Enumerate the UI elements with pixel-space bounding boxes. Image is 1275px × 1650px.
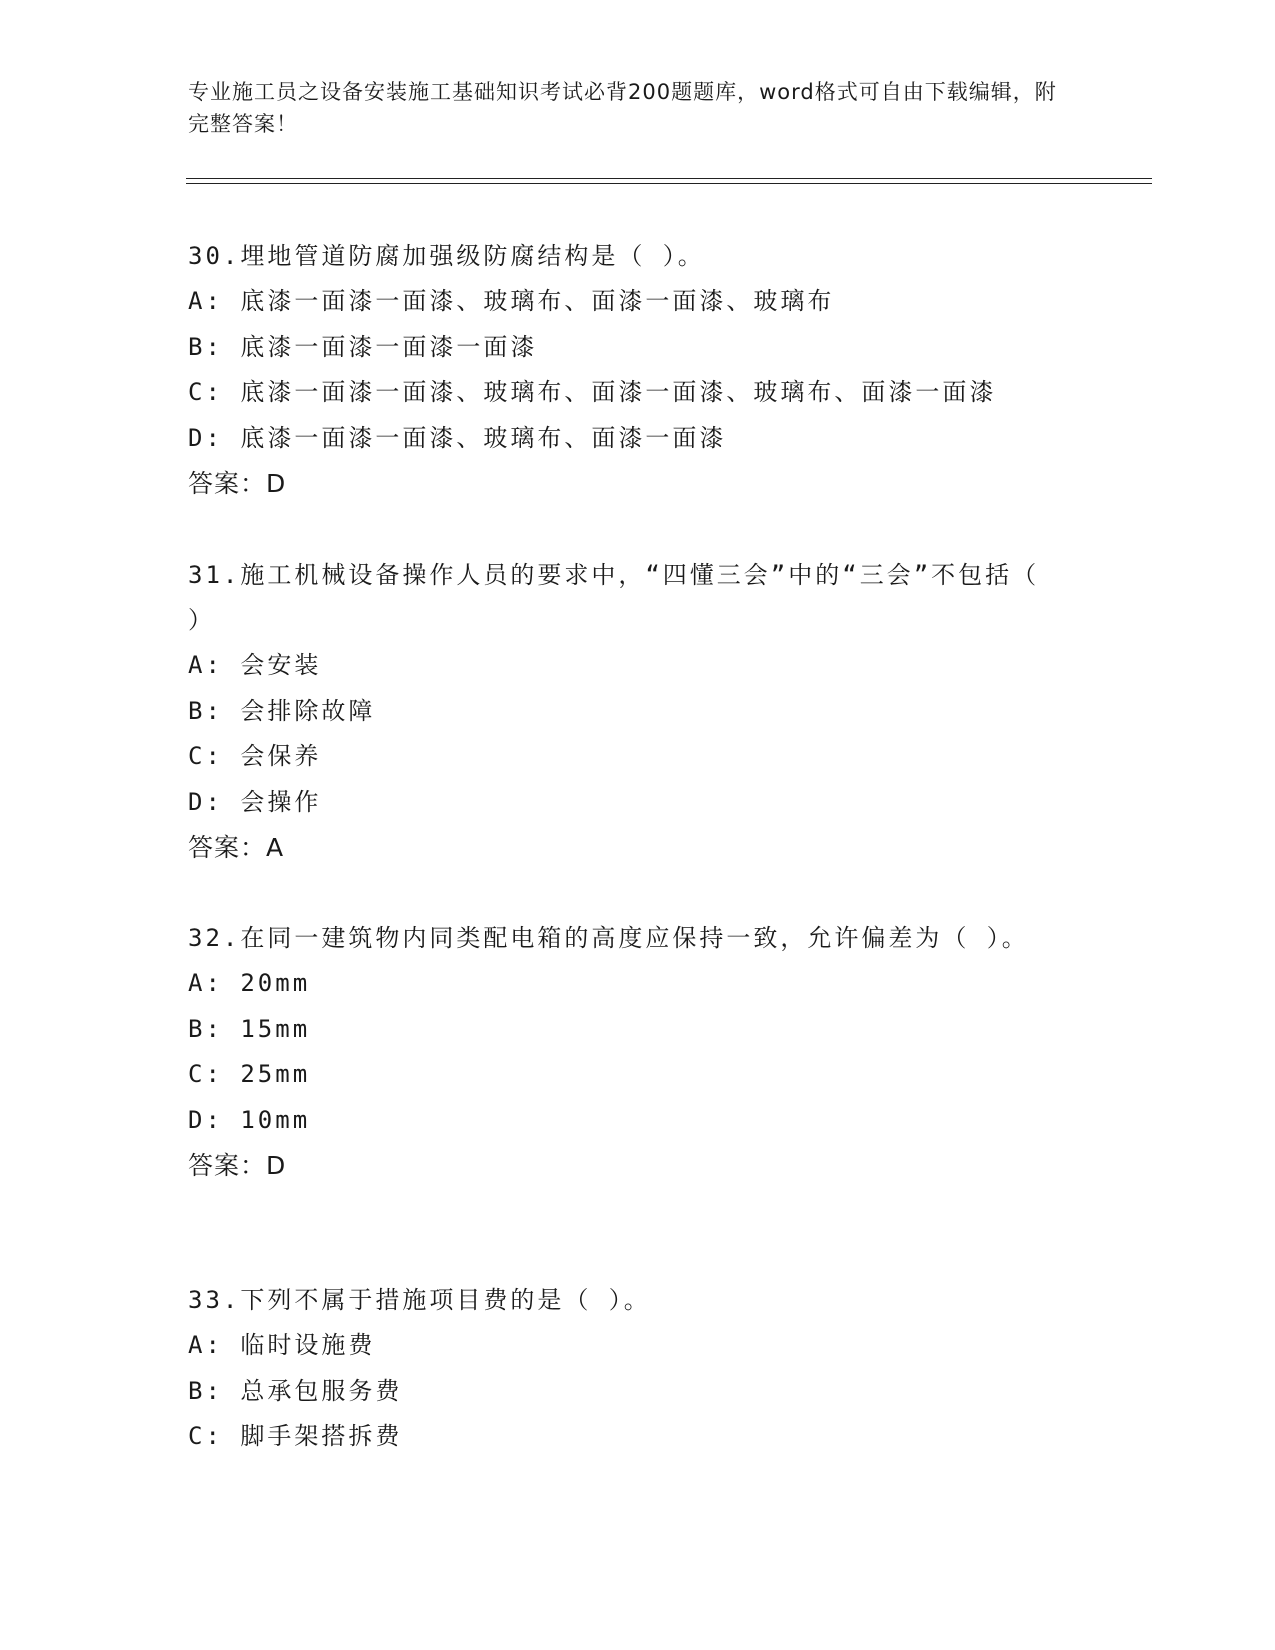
question-text: 33.下列不属于措施项目费的是（ ）。 xyxy=(188,1286,651,1314)
option-c: C: 底漆一面漆一面漆、玻璃布、面漆一面漆、玻璃布、面漆一面漆 xyxy=(188,378,997,406)
option-a: A: 临时设施费 xyxy=(188,1331,376,1359)
option-a: A: 底漆一面漆一面漆、玻璃布、面漆一面漆、玻璃布 xyxy=(188,287,835,315)
question-32 xyxy=(188,916,1088,1188)
option-c: C: 脚手架搭拆费 xyxy=(188,1422,403,1450)
option-d: D: 会操作 xyxy=(188,787,322,816)
option-c: C: 会保养 xyxy=(188,742,322,770)
option-b: B: 15mm xyxy=(188,1014,311,1043)
header-divider-bottom xyxy=(186,183,1152,184)
question-text: 31.施工机械设备操作人员的要求中，“四懂三会”中的“三会”不包括（ ） xyxy=(188,561,1040,634)
answer: 答案：A xyxy=(188,833,285,862)
question-30 xyxy=(188,234,1088,506)
question-33 xyxy=(188,1278,1088,1460)
document-title: 专业施工员之设备安装施工基础知识考试必背200题题库，word格式可自由下载编辑，附完整答案！ xyxy=(188,80,1057,136)
question-31 xyxy=(188,553,1088,870)
option-d: D: 底漆一面漆一面漆、玻璃布、面漆一面漆 xyxy=(188,423,727,452)
option-d: D: 10mm xyxy=(188,1105,311,1134)
header-divider-top xyxy=(186,178,1152,179)
option-c: C: 25mm xyxy=(188,1060,311,1088)
question-text: 30.埋地管道防腐加强级防腐结构是（ ）。 xyxy=(188,242,705,270)
option-b: B: 总承包服务费 xyxy=(188,1376,403,1405)
option-b: B: 会排除故障 xyxy=(188,696,376,725)
option-a: A: 20mm xyxy=(188,969,311,997)
question-text: 32.在同一建筑物内同类配电箱的高度应保持一致，允许偏差为（ ）。 xyxy=(188,924,1029,952)
option-b: B: 底漆一面漆一面漆一面漆 xyxy=(188,332,538,361)
option-a: A: 会安装 xyxy=(188,651,322,679)
answer: 答案：D xyxy=(188,1151,287,1180)
answer: 答案：D xyxy=(188,469,287,498)
